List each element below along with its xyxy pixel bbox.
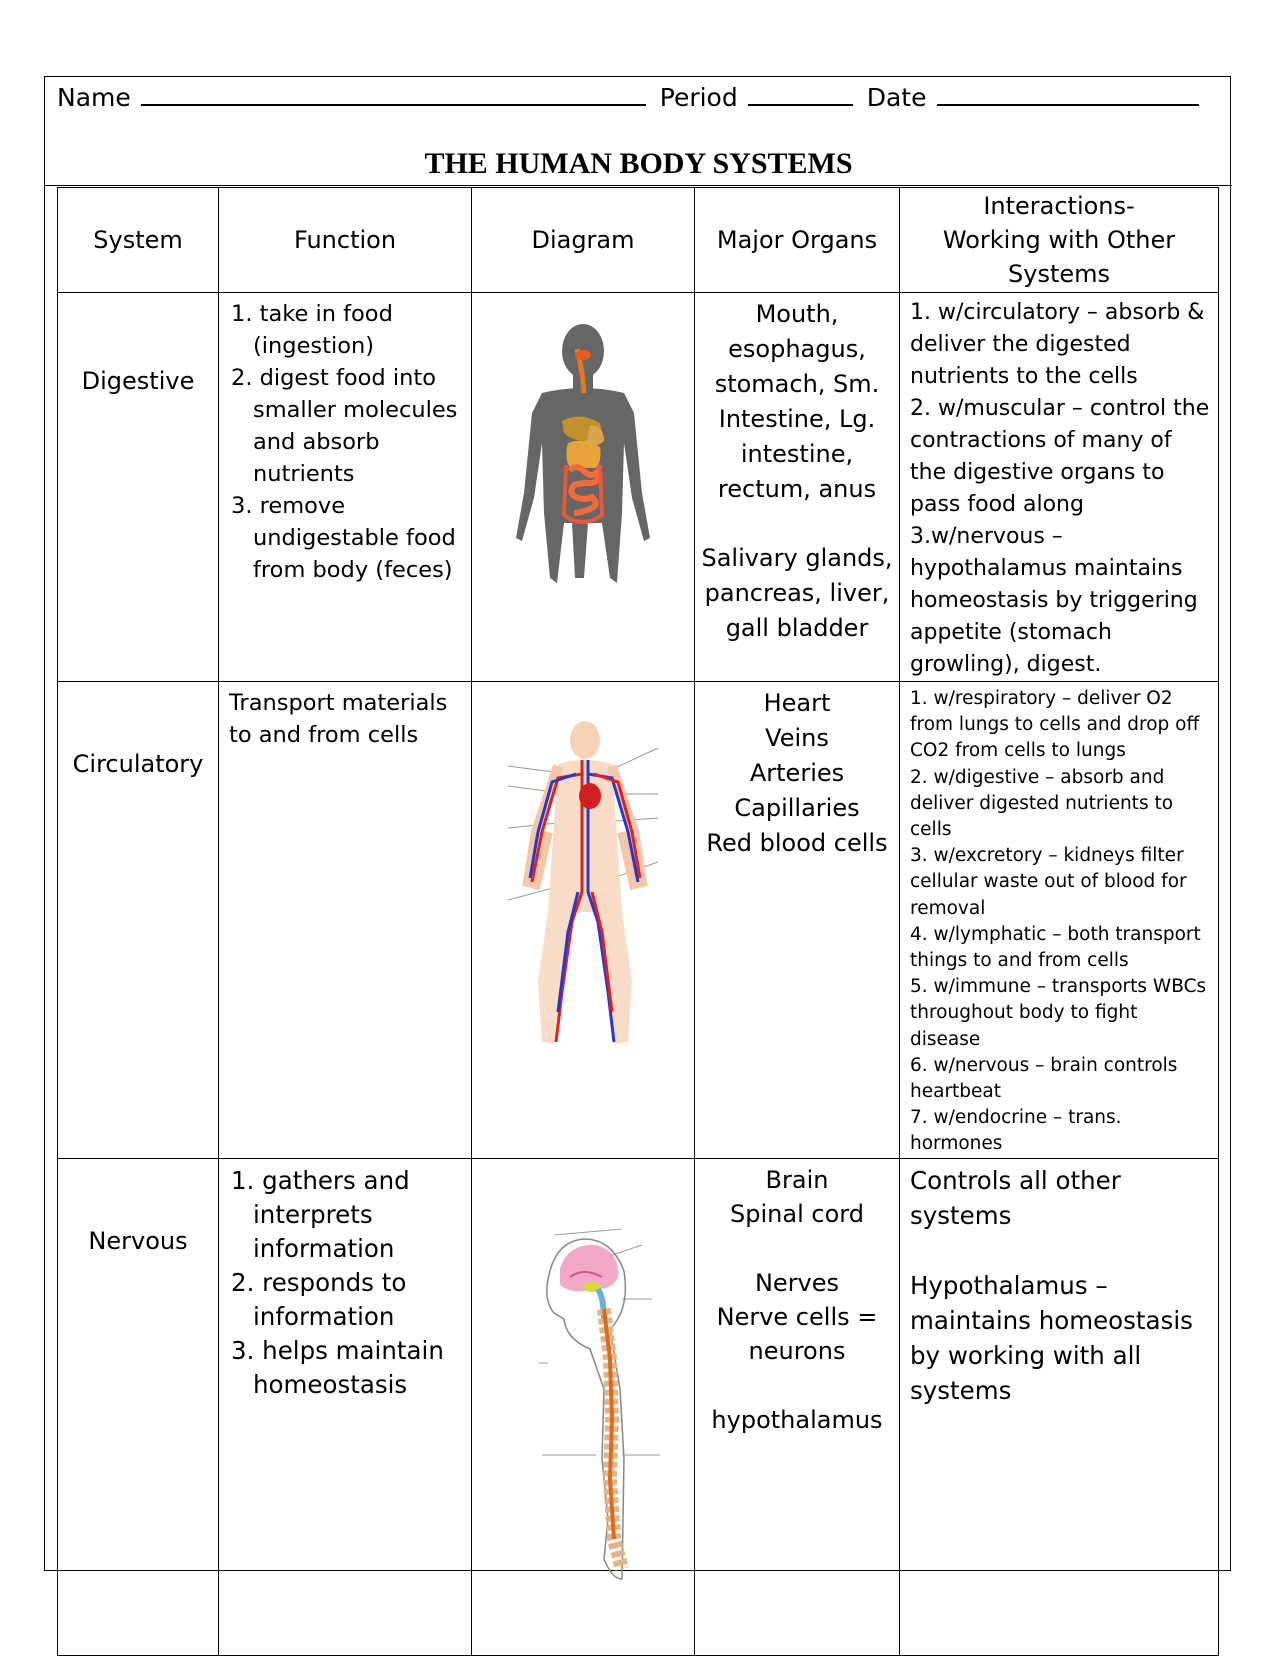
system-name: Circulatory [58, 682, 219, 1159]
interaction-item: 3. w/excretory – kidneys filter cellular waste out of blood for removal [910, 845, 1187, 919]
name-label: Name [57, 83, 131, 112]
organs-cell [695, 293, 900, 682]
col-header-function: Function [219, 188, 472, 293]
page-title: THE HUMAN BODY SYSTEMS [424, 147, 853, 180]
function-item: Transport materials to and from cells [229, 690, 448, 748]
function-cell [219, 1158, 472, 1655]
organ-line: Nerves [754, 1268, 840, 1297]
date-label: Date [866, 83, 927, 112]
function-item: 1. gathers and interprets information [231, 1165, 410, 1263]
interaction-item: 1. w/circulatory – absorb & deliver the digested nutrients to the cells [910, 300, 1205, 389]
interaction-item: 7. w/endocrine – trans. hormones [910, 1107, 1122, 1155]
name-blank[interactable] [141, 82, 646, 106]
circulatory-system-illustration [472, 682, 694, 1090]
interaction-item: 6. w/nervous – brain controls heartbeat [910, 1054, 1178, 1103]
diagram-cell [472, 1158, 695, 1655]
table-row-circulatory [58, 682, 1219, 1159]
interactions-cell [900, 293, 1219, 682]
organ-line: hypothalamus [711, 1405, 883, 1434]
organ-line: neurons [748, 1336, 846, 1365]
col-header-diagram: Diagram [472, 188, 695, 293]
interaction-item: Controls all other systems [910, 1165, 1121, 1230]
function-item: 2. digest food into smaller molecules and absorb nutrients [231, 365, 458, 487]
function-cell [219, 293, 472, 682]
interaction-item: 3.w/nervous – hypothalamus maintains homeostasis by triggering appetite (stomach growling), digest. [910, 524, 1198, 677]
interaction-item: Hypothalamus – maintains homeostasis by working with all systems [910, 1270, 1193, 1405]
organ-line: stomach, Sm. [714, 370, 880, 398]
table-header-row [58, 188, 1219, 293]
interaction-spacer [910, 1233, 1212, 1268]
organ-spacer [695, 507, 899, 541]
col-header-major-organs: Major Organs [695, 188, 900, 293]
organ-line: Salivary glands, [701, 544, 893, 572]
interaction-item: 2. w/muscular – control the contractions of many of the digestive organs to pass food along [910, 396, 1210, 517]
diagram-cell [472, 682, 695, 1159]
diagram-cell [472, 293, 695, 682]
function-cell [219, 682, 472, 1159]
organs-cell [695, 1158, 900, 1655]
organ-line: Arteries [749, 759, 845, 787]
function-item: 3. remove undigestable food from body (feces) [231, 493, 456, 583]
organ-line: gall bladder [725, 614, 869, 642]
function-item: 1. take in food (ingestion) [231, 301, 393, 359]
col-header-interactions-line2: Working with Other [942, 226, 1176, 254]
interactions-cell [900, 1158, 1219, 1655]
col-header-interactions-line1: Interactions- [983, 192, 1135, 220]
title-divider [45, 185, 1232, 186]
table-row-nervous [58, 1158, 1219, 1655]
organ-line: Intestine, Lg. [718, 405, 876, 433]
function-item: 3. helps maintain homeostasis [231, 1335, 444, 1399]
organ-line: Spinal cord [730, 1199, 864, 1228]
organ-line: pancreas, liver, [704, 579, 890, 607]
col-header-system: System [58, 188, 219, 293]
col-header-interactions [900, 188, 1219, 293]
interaction-item: 4. w/lymphatic – both transport things to and from cells [910, 923, 1201, 972]
organ-line: Red blood cells [706, 829, 888, 857]
interaction-item: 2. w/digestive – absorb and deliver digested nutrients to cells [910, 766, 1174, 841]
period-blank[interactable] [748, 82, 853, 106]
system-name: Digestive [58, 293, 219, 682]
header-fields [57, 77, 1217, 119]
organ-line: Capillaries [734, 794, 860, 822]
function-item: 2. responds to information [231, 1267, 407, 1331]
worksheet-frame [44, 76, 1231, 1571]
interaction-item: 1. w/respiratory – deliver O2 from lungs to cells and drop off CO2 from cells to lungs [910, 688, 1200, 762]
organ-line: esophagus, [728, 335, 866, 363]
interaction-item: 5. w/immune – transports WBCs throughout body to fight disease [910, 976, 1207, 1050]
organ-line: Heart [763, 689, 831, 717]
organ-line: rectum, anus [717, 475, 877, 503]
organ-line: Mouth, [755, 300, 839, 328]
col-header-interactions-line3: Systems [1008, 260, 1110, 288]
period-label: Period [659, 83, 738, 112]
table-row-digestive [58, 293, 1219, 682]
organs-cell [695, 682, 900, 1159]
interactions-cell [900, 682, 1219, 1159]
nervous-system-illustration [472, 1159, 694, 1651]
date-blank[interactable] [937, 82, 1199, 106]
system-name: Nervous [58, 1158, 219, 1655]
organ-spacer [695, 1368, 899, 1403]
digestive-system-illustration [472, 293, 694, 661]
organ-line: Veins [765, 724, 829, 752]
body-systems-table [57, 187, 1219, 1656]
organ-spacer [695, 1231, 899, 1266]
organ-line: Nerve cells = [716, 1302, 878, 1331]
organ-line: intestine, [740, 440, 854, 468]
organ-line: Brain [765, 1165, 829, 1194]
